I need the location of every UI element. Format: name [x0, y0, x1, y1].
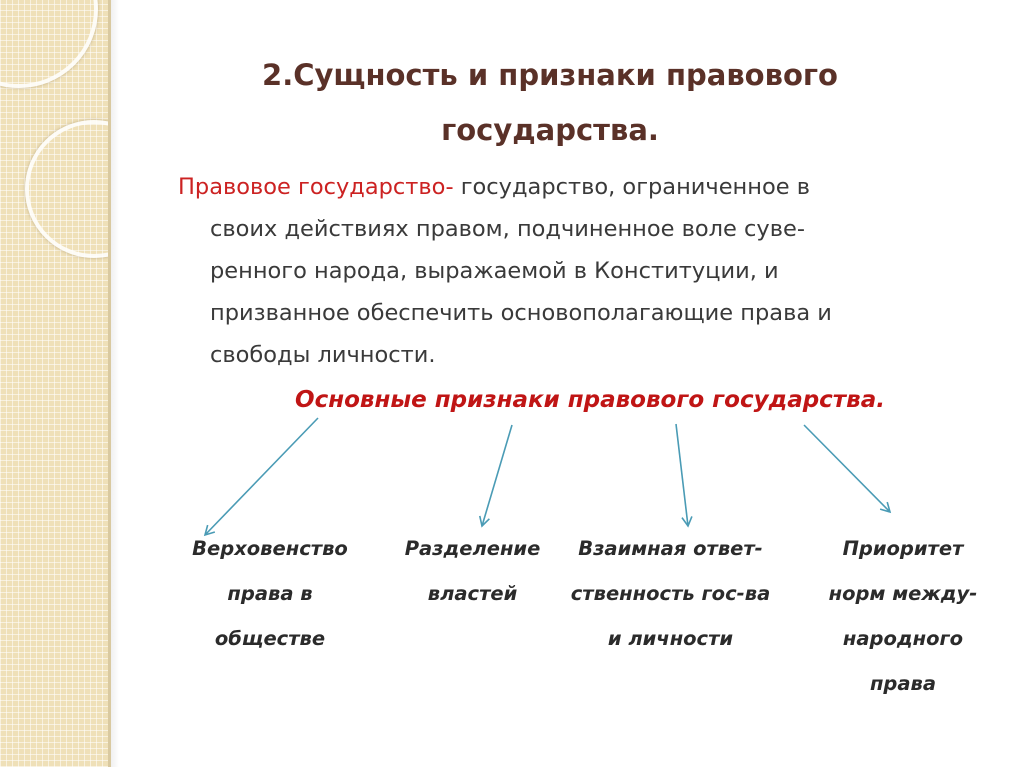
arrow-to-feature-2 — [482, 425, 512, 526]
feature-4-line-2: норм между- — [828, 582, 978, 605]
feature-1-line-1: Верховенство — [192, 537, 348, 560]
arrow-to-feature-4 — [804, 425, 890, 512]
feature-4-line-1: Приоритет — [842, 537, 964, 560]
feature-rule-of-law — [170, 526, 370, 661]
feature-separation-of-powers — [390, 526, 555, 616]
feature-3-line-2: ственность гос-ва — [570, 582, 771, 605]
feature-2-line-1: Разделение — [404, 537, 541, 560]
feature-3-line-1: Взаимная ответ- — [578, 537, 763, 560]
feature-1-line-3: обществе — [214, 627, 326, 650]
feature-4-line-3: народного — [842, 627, 964, 650]
feature-1-line-2: права в — [227, 582, 313, 605]
definition-line-3: ренного народа, выражаемой в Конституции, и — [210, 258, 779, 284]
feature-4-line-4: права — [869, 672, 937, 695]
definition-line-2: своих действиях правом, подчиненное воле суве- — [210, 216, 805, 242]
slide-title-line-1: 2.Сущность и признаки правового — [262, 58, 838, 92]
definition-line-4: призванное обеспечить основополагающие права и — [210, 300, 832, 326]
features-subheading: Основные признаки правового государства. — [295, 387, 885, 413]
arrow-to-feature-3 — [676, 424, 688, 526]
feature-mutual-responsibility — [548, 526, 793, 661]
feature-international-law-priority — [808, 526, 998, 706]
feature-3-line-3: и личности — [607, 627, 734, 650]
definition-line-1-rest: государство, ограниченное в — [453, 174, 810, 200]
slide-title-line-2: государства. — [441, 113, 659, 147]
definition-line-5: свободы личности. — [210, 342, 436, 368]
arrow-to-feature-1 — [205, 418, 318, 535]
definition-term: Правовое государство- — [178, 174, 454, 200]
feature-2-line-2: властей — [427, 582, 518, 605]
